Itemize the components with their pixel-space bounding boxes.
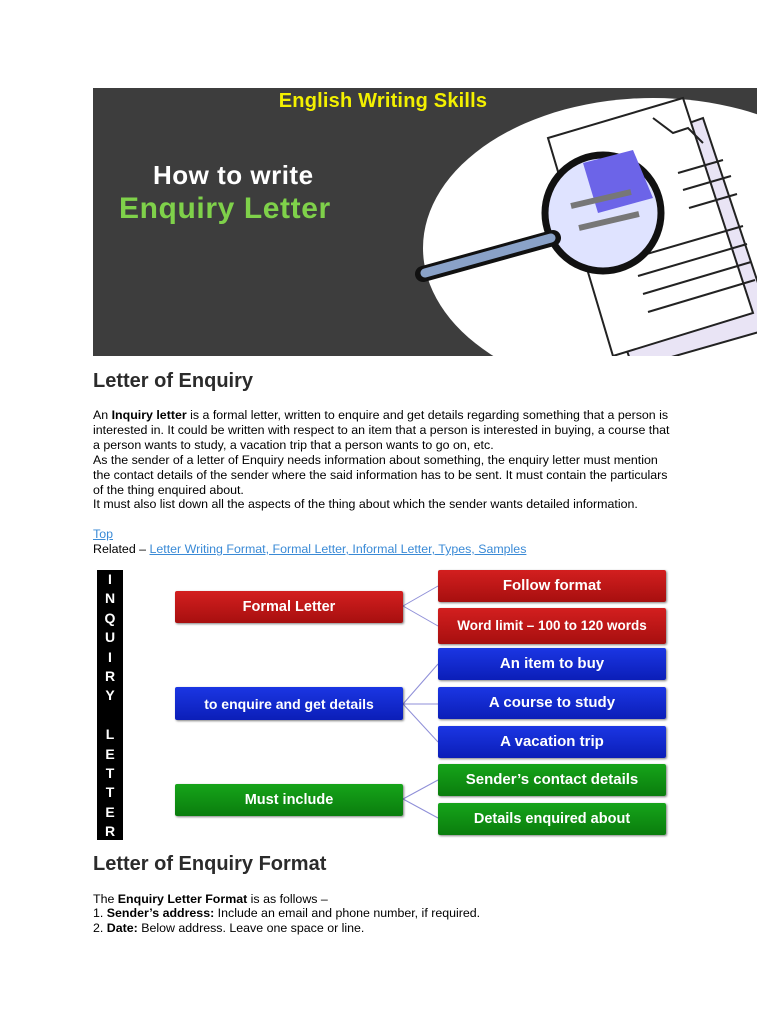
intro-rest: is a formal letter, written to enquire and get details regarding something that a person is interested in. It could be written with respect to an item that a person is interested in buying, a course that a person wants to study, a vacation trip that a person wants to go on, etc. (93, 408, 670, 452)
banner-title: Enquiry Letter (119, 192, 331, 225)
branch-purpose: to enquire and get details (175, 687, 403, 720)
letter: Y (105, 687, 115, 704)
format-item-1 (93, 906, 673, 921)
item-text: Include an email and phone number, if required. (214, 906, 481, 920)
format-intro-rest: is as follows – (247, 892, 328, 906)
leaf-course-to-study: A course to study (438, 687, 666, 719)
letter: L (105, 726, 115, 743)
related-label: Related – (93, 542, 150, 556)
format-intro-bold: Enquiry Letter Format (117, 892, 248, 906)
hero-banner (93, 88, 757, 356)
top-link[interactable]: Top (93, 527, 113, 541)
letter: R (104, 823, 116, 840)
related-line (93, 542, 673, 557)
letter: I (108, 648, 112, 665)
branch-must-include: Must include (175, 784, 403, 816)
section-heading-format: Letter of Enquiry Format (93, 853, 327, 875)
leaf-follow-format: Follow format (438, 570, 666, 602)
letter: I (108, 571, 112, 587)
format-intro (93, 892, 673, 907)
intro-prefix: An (93, 408, 112, 422)
related-links[interactable]: Letter Writing Format, Formal Letter, Informal Letter, Types, Samples (149, 542, 527, 556)
leaf-vacation-trip: A vacation trip (438, 726, 666, 758)
letter: R (104, 667, 116, 684)
leaf-word-limit: Word limit – 100 to 120 words (438, 608, 666, 644)
banner-line-1: How to write (153, 160, 314, 190)
section-heading-enquiry: Letter of Enquiry (93, 370, 254, 392)
item-label: Sender’s address: (106, 906, 215, 920)
letter: T (105, 764, 115, 781)
item-number: 1. (93, 906, 107, 920)
letter: N (104, 590, 116, 607)
leaf-sender-contact: Sender’s contact details (438, 764, 666, 796)
letter: U (104, 629, 116, 646)
paragraph-2: As the sender of a letter of Enquiry needs information about something, the enquiry letter must mention the contact details of the sender where the said information has to be sent. It must contain the particulars of the thing enquired about. (93, 453, 668, 497)
branch-formal-letter: Formal Letter (175, 591, 403, 623)
top-link-line (93, 527, 673, 542)
letter: E (105, 803, 115, 820)
enquiry-letter-mindmap (93, 566, 673, 842)
item-number: 2. (93, 921, 107, 935)
format-item-2 (93, 921, 673, 936)
intro-paragraph (93, 408, 673, 453)
leaf-item-to-buy: An item to buy (438, 648, 666, 680)
leaf-details-enquired: Details enquired about (438, 803, 666, 835)
item-text: Below address. Leave one space or line. (137, 921, 365, 935)
banner-subtitle: English Writing Skills (278, 90, 488, 112)
letter: E (105, 745, 115, 762)
paragraph-3: It must also list down all the aspects of the thing about which the sender wants detailed information. (93, 497, 638, 511)
format-intro-prefix: The (93, 892, 118, 906)
intro-bold-term: Inquiry letter (111, 408, 187, 422)
letter: T (105, 784, 115, 801)
item-label: Date: (106, 921, 138, 935)
letter: Q (104, 609, 116, 626)
